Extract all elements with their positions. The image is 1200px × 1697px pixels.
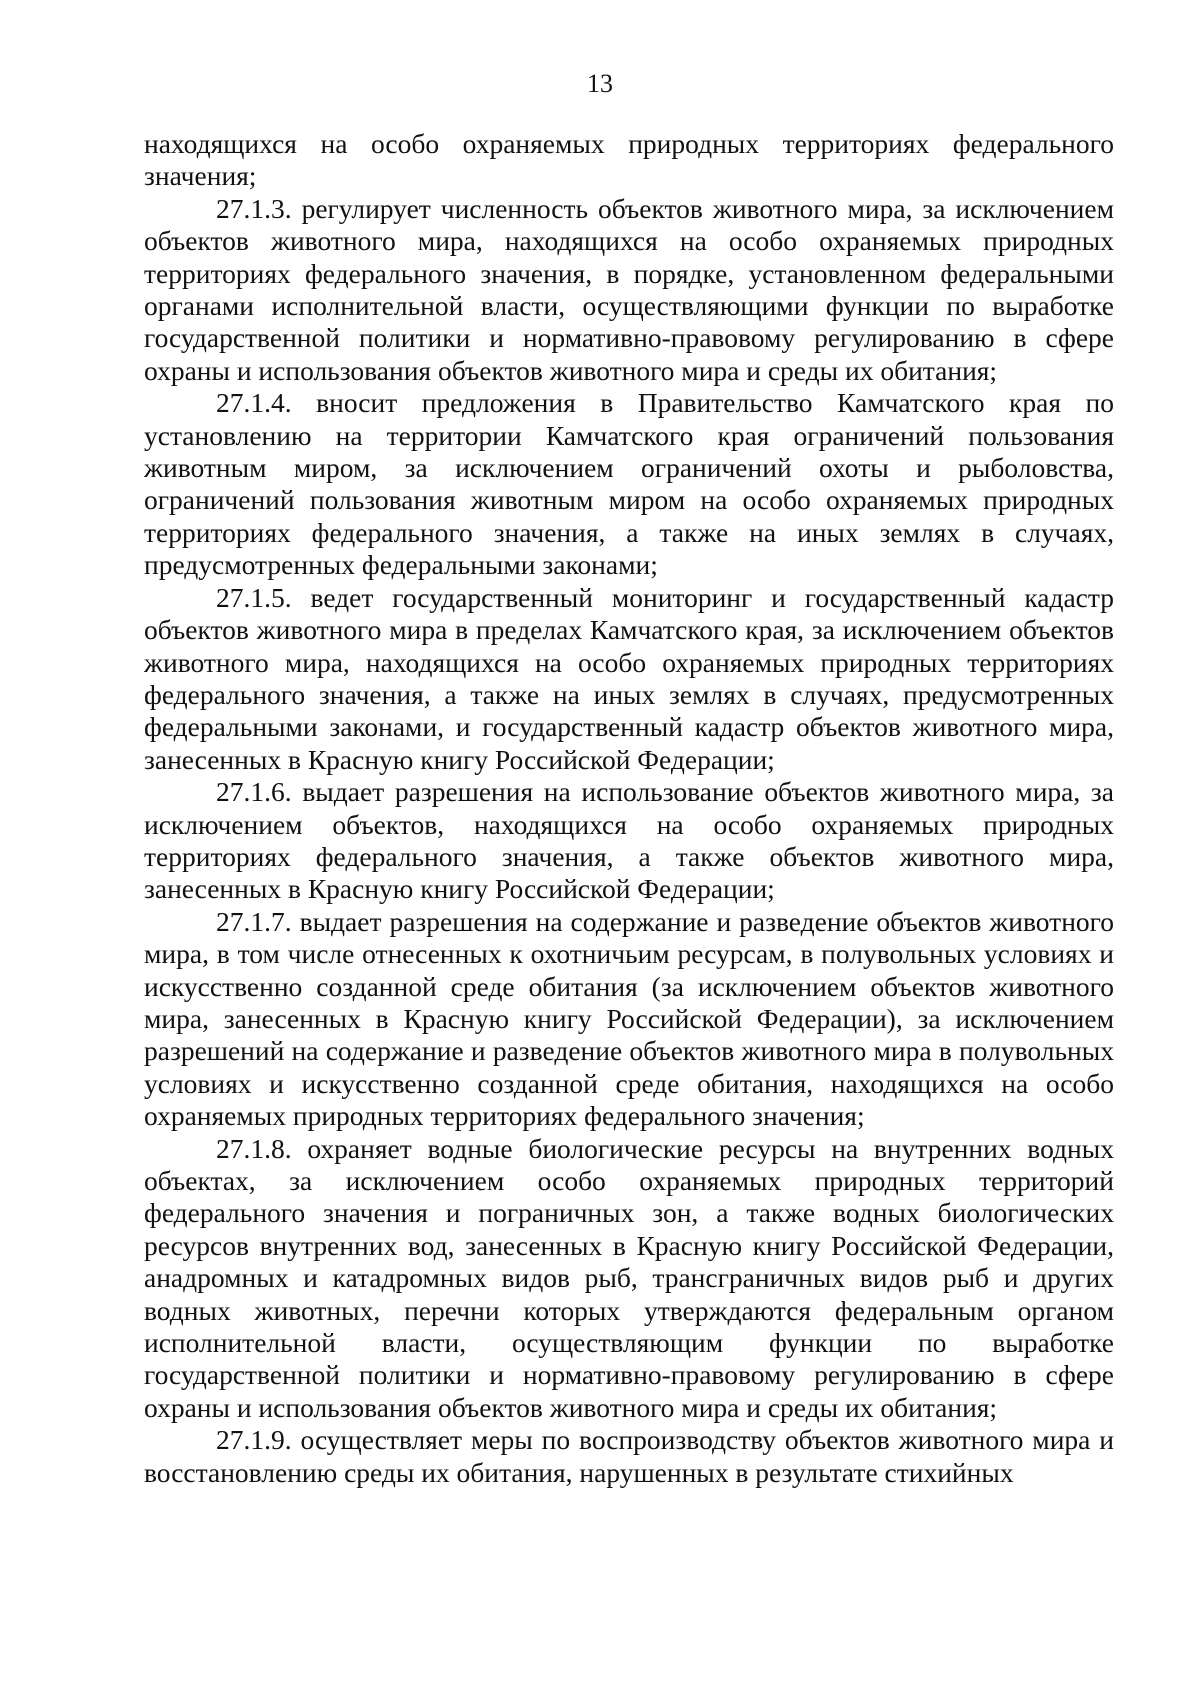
document-body <box>144 128 1114 1489</box>
clause-number: 27.1.3. <box>216 192 292 224</box>
clause-number: 27.1.7. <box>216 905 292 937</box>
paragraph-text: осуществляет меры по воспроизводству объектов животного мира и восстановлению среды их обитания, нарушенных в результате стихийных <box>144 1424 1114 1488</box>
paragraph-continuation <box>144 128 1114 193</box>
clause-number: 27.1.8. <box>216 1132 292 1164</box>
clause-number: 27.1.5. <box>216 581 292 613</box>
paragraph-text: регулирует численность объектов животного мира, за исключением объектов животного мира, находящихся на особо охраняемых природных территориях федерального значения, в порядке, установленном федеральными органами исполнительной власти, осуществляющими функции по выработке государственной политики и нормативно-правовому регулированию в сфере охраны и использования объектов животного мира и среды их обитания; <box>144 192 1114 386</box>
paragraph-text: выдает разрешения на содержание и разведение объектов животного мира, в том числе отнесенных к охотничьим ресурсам, в полувольных условиях и искусственно созданной среде обитания (за исключением объектов животного мира, занесенных в Красную книгу Российской Федерации), за исключением разрешений на содержание и разведение объектов животного мира в полувольных условиях и искусственно созданной среде обитания, находящихся на особо охраняемых природных территориях федерального значения; <box>144 905 1114 1132</box>
paragraph-27-1-7 <box>144 906 1114 1133</box>
paragraph-text: ведет государственный мониторинг и государственный кадастр объектов животного мира в пределах Камчатского края, за исключением объектов животного мира, находящихся на особо охраняемых природных территориях федерального значения, а также на иных землях в случаях, предусмотренных федеральными законами, и государственный кадастр объектов животного мира, занесенных в Красную книгу Российской Федерации; <box>144 581 1114 775</box>
paragraph-text: охраняет водные биологические ресурсы на внутренних водных объектах, за исключением особо охраняемых природных территорий федерального значения и пограничных зон, а также водных биологических ресурсов внутренних вод, занесенных в Красную книгу Российской Федерации, анадромных и катадромных видов рыб, трансграничных видов рыб и других водных животных, перечни которых утверждаются федеральным органом исполнительной власти, осуществляющим функции по выработке государственной политики и нормативно-правовому регулированию в сфере охраны и использования объектов животного мира и среды их обитания; <box>144 1132 1114 1423</box>
paragraph-27-1-3 <box>144 193 1114 387</box>
paragraph-27-1-6 <box>144 776 1114 906</box>
paragraph-27-1-4 <box>144 387 1114 581</box>
paragraph-text: находящихся на особо охраняемых природных территориях федерального значения; <box>144 128 1114 192</box>
clause-number: 27.1.6. <box>216 776 292 808</box>
clause-number: 27.1.4. <box>216 387 292 419</box>
paragraph-27-1-8 <box>144 1133 1114 1425</box>
clause-number: 27.1.9. <box>216 1424 292 1456</box>
page-number: 13 <box>587 69 613 98</box>
paragraph-text: вносит предложения в Правительство Камчатского края по установлению на территории Камчатского края ограничений пользования животным миром, за исключением ограничений охоты и рыболовства, ограничений пользования животным миром на особо охраняемых природных территориях федерального значения, а также на иных землях в случаях, предусмотренных федеральными законами; <box>144 387 1114 581</box>
paragraph-27-1-9 <box>144 1424 1114 1489</box>
paragraph-27-1-5 <box>144 582 1114 776</box>
paragraph-text: выдает разрешения на использование объектов животного мира, за исключением объектов, находящихся на особо охраняемых природных территориях федерального значения, а также объектов животного мира, занесенных в Красную книгу Российской Федерации; <box>144 776 1114 905</box>
